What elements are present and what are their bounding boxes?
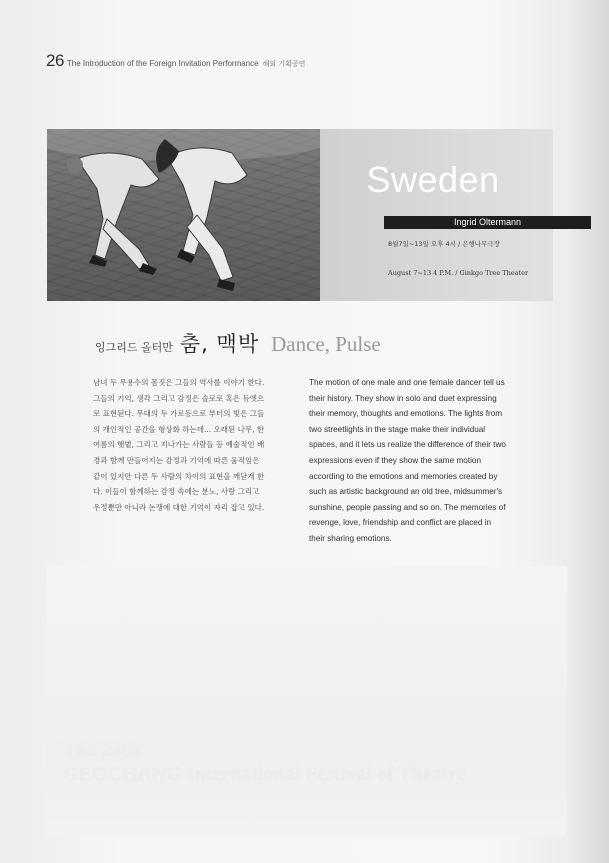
dancers-illustration bbox=[47, 129, 320, 301]
description-en-line: The motion of one male and one female dancer tell us bbox=[309, 378, 505, 387]
festival-watermark bbox=[63, 738, 466, 786]
page-number: 26 bbox=[46, 51, 64, 70]
description-korean bbox=[93, 375, 277, 515]
section-title-ko: 해외 기획공연 bbox=[262, 60, 306, 68]
country-title: Sweden bbox=[366, 159, 500, 200]
description-ko-line: 로 표현된다. 무대의 두 가로등으로 부터의 빛은 그들 bbox=[93, 409, 265, 419]
description-en-line: sunshine, people passing and so on. The memories of bbox=[309, 502, 506, 512]
description-en-line: their sharing emotions. bbox=[309, 533, 392, 543]
bottom-background-panel bbox=[47, 566, 567, 836]
artist-name: Ingrid Oltermann bbox=[453, 217, 522, 227]
description-en-line: spaces, and it lets us realize the difference of their two bbox=[309, 440, 506, 450]
performance-banner bbox=[47, 129, 553, 301]
schedule-english: August 7~13 4 P.M. / Ginkgo Tree Theater bbox=[388, 269, 529, 277]
description-en-line: according to the emotions and memories created by bbox=[309, 471, 498, 481]
description-en-line: their history. They show in solo and duet expressing bbox=[309, 393, 497, 403]
description-en-line: expressions even if they show the same motion bbox=[309, 455, 482, 465]
performance-title bbox=[95, 328, 381, 358]
title-work-en: Dance, Pulse bbox=[271, 332, 381, 356]
description-ko-line: 그들의 기억, 생각 그리고 감정은 솔로로 혹은 듀엣으 bbox=[93, 393, 265, 403]
page-header bbox=[46, 51, 305, 71]
schedule-korean: 8월7일~13일 오후 4시 / 은행나무극장 bbox=[388, 240, 500, 248]
description-ko-line: 같이 있지만 다른 두 사람의 차이의 표현을 깨닫게 한 bbox=[93, 471, 265, 481]
description-en-line: two streetlights in the stage make their individual bbox=[309, 424, 486, 434]
description-ko-line: 여름의 햇볕, 그리고 지나가는 사람들 등 예술적인 배 bbox=[93, 440, 265, 450]
description-ko-line: 다. 이들이 함께하는 감정 속에는 분노, 사랑 그리고 bbox=[93, 487, 260, 497]
watermark-line-1: The 24th bbox=[63, 739, 140, 761]
description-en-line: revenge, love, friendship and conflict are placed in bbox=[309, 518, 492, 528]
dancers-photo bbox=[47, 129, 320, 301]
description-english bbox=[309, 375, 522, 547]
description-ko-line: 경과 함께 만들어지는 감정과 기억에 따른 움직임은 bbox=[93, 455, 260, 465]
description-ko-line: 우정뿐만 아니라 논쟁에 대한 기억이 자리 잡고 있다. bbox=[93, 502, 265, 512]
title-artist-ko: 잉그리드 올터만 bbox=[95, 341, 173, 354]
description-ko-line: 남녀 두 무용수의 몸짓은 그들의 역사를 이야기 한다. bbox=[93, 378, 265, 387]
description-en-line: such as artistic background an old tree, midsummer's bbox=[309, 487, 503, 497]
page-fold-shadow bbox=[569, 0, 609, 863]
description-ko-line: 의 개인적인 공간을 형상화 하는데... 오래된 나무, 한 bbox=[93, 424, 265, 434]
section-title-en: The Introduction of the Foreign Invitation Performance bbox=[66, 59, 259, 68]
title-work-ko: 춤, 맥박 bbox=[179, 332, 260, 356]
description-en-line: their memory, thoughts and emotions. The lights from bbox=[309, 409, 503, 419]
watermark-line-2: GEOCHANG International Festival of Theatre bbox=[63, 763, 466, 785]
